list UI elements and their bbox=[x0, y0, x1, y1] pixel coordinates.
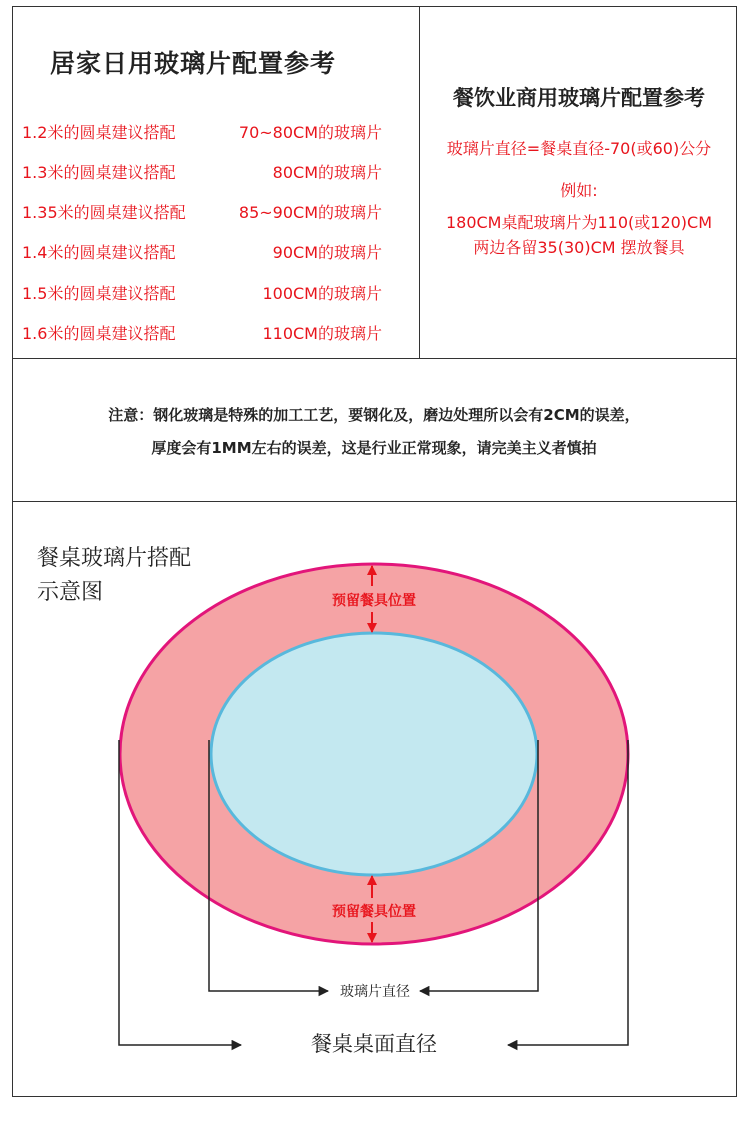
glass-diameter-label: 玻璃片直径 bbox=[340, 984, 410, 1000]
example-label: 例如: bbox=[560, 181, 598, 200]
glass-ellipse bbox=[211, 633, 537, 875]
table-size-text: 1.2米的圆桌建议搭配 bbox=[22, 123, 176, 142]
glass-formula: 玻璃片直径=餐桌直径-70(或60)公分 bbox=[446, 139, 712, 158]
glass-size-text: 80CM的玻璃片 bbox=[272, 163, 382, 182]
notice-line: 厚度会有1MM左右的误差，这是行业正常现象，请完美主义者慎拍 bbox=[151, 439, 597, 457]
table-size-text: 1.5米的圆桌建议搭配 bbox=[22, 284, 176, 303]
notice-line: 注意：钢化玻璃是特殊的加工工艺，要钢化及，磨边处理所以会有2CM的误差， bbox=[108, 406, 640, 424]
glass-size-text: 85~90CM的玻璃片 bbox=[238, 203, 382, 222]
glass-size-text: 90CM的玻璃片 bbox=[272, 243, 382, 262]
glass-size-text: 70~80CM的玻璃片 bbox=[238, 123, 382, 142]
example-line: 180CM桌配玻璃片为110(或120)CM bbox=[445, 213, 713, 232]
table-size-text: 1.3米的圆桌建议搭配 bbox=[22, 163, 176, 182]
example-line: 两边各留35(30)CM 摆放餐具 bbox=[473, 238, 685, 257]
reserve-top-label: 预留餐具位置 bbox=[332, 593, 416, 609]
home-config-title: 居家日用玻璃片配置参考 bbox=[50, 49, 337, 78]
reserve-bottom-label: 预留餐具位置 bbox=[332, 904, 416, 920]
table-size-text: 1.35米的圆桌建议搭配 bbox=[22, 203, 186, 222]
glass-size-text: 110CM的玻璃片 bbox=[262, 324, 382, 343]
diagram-title: 示意图 bbox=[37, 580, 104, 605]
table-diameter-label: 餐桌桌面直径 bbox=[311, 1032, 437, 1056]
glass-size-text: 100CM的玻璃片 bbox=[262, 284, 382, 303]
table-size-text: 1.4米的圆桌建议搭配 bbox=[22, 243, 176, 262]
commercial-config-title: 餐饮业商用玻璃片配置参考 bbox=[453, 86, 705, 110]
diagram-title: 餐桌玻璃片搭配 bbox=[37, 546, 192, 571]
table-size-text: 1.6米的圆桌建议搭配 bbox=[22, 324, 176, 343]
